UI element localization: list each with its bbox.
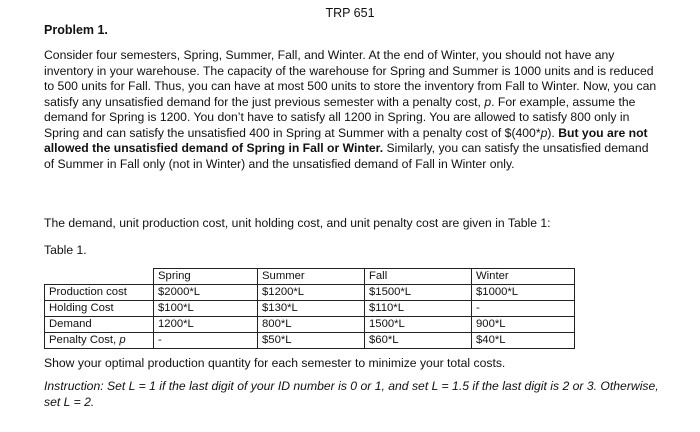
table-row <box>45 317 575 333</box>
table-cell: 900*L <box>472 317 575 333</box>
table-cell: $100*L <box>154 301 258 317</box>
header-cell: Summer <box>258 269 365 285</box>
course-code: TRP 651 <box>325 6 375 20</box>
table-row <box>45 285 575 301</box>
penalty-symbol: p <box>540 125 548 140</box>
row-label: Production cost <box>45 285 154 301</box>
row-label: Demand <box>45 317 154 333</box>
penalty-symbol: p <box>119 334 126 346</box>
table-cell: 1500*L <box>365 317 472 333</box>
cost-table <box>44 268 575 349</box>
description-part3: ). <box>547 125 559 140</box>
table-cell: - <box>472 301 575 317</box>
table-cell: $1000*L <box>472 285 575 301</box>
table-cell: $2000*L <box>154 285 258 301</box>
table-cell: $60*L <box>365 333 472 349</box>
row-label-text: Penalty Cost, <box>49 334 120 346</box>
instruction-text: Instruction: Set L = 1 if the last digit of your ID number is 0 or 1, and set L = 1.5 if the last digit is 2 or 3. Otherwise, set L = 2. <box>44 379 659 409</box>
table-header-row <box>45 269 575 285</box>
description-part2: . For example, assume the demand for Spring is 1200. You don’t have to satisfy all 1200 in Spring. You are allowed to satisfy 800 only in Spring and can satisfy the unsatisfied 400 in Spring at Summer with a penalty cost of $(400* <box>44 94 636 140</box>
table-cell: $1500*L <box>365 285 472 301</box>
table-cell: 1200*L <box>154 317 258 333</box>
bold-constraint: But you are not allowed the unsatisfied demand of Spring in Fall or Winter. <box>44 125 648 155</box>
header-cell: Spring <box>154 269 258 285</box>
table-row <box>45 301 575 317</box>
table-label: Table 1. <box>44 243 87 257</box>
row-label <box>45 333 154 349</box>
description-part1: Consider four semesters, Spring, Summer, Fall, and Winter. At the end of Winter, you should not have any inventory in your warehouse. The capacity of the warehouse for Spring and Summer is 1000 units and is reduced to 500 units for Fall. Thus, you can have at most 500 units to store the inventory from Fall to Winter. Now, you can satisfy any unsatisfied demand for the just previous semester with a penalty cost, <box>44 48 657 109</box>
table-cell: $1200*L <box>258 285 365 301</box>
table-intro: The demand, unit production cost, unit holding cost, and unit penalty cost are given in Table 1: <box>44 216 551 230</box>
table-cell: $50*L <box>258 333 365 349</box>
table-cell: $110*L <box>365 301 472 317</box>
row-label: Holding Cost <box>45 301 154 317</box>
header-cell-empty <box>45 269 154 285</box>
table-cell: $130*L <box>258 301 365 317</box>
table-row <box>45 333 575 349</box>
problem-description <box>44 48 659 172</box>
penalty-symbol: p <box>484 94 492 109</box>
table-cell: - <box>154 333 258 349</box>
problem-title: Problem 1. <box>44 23 108 37</box>
header-cell: Winter <box>472 269 575 285</box>
header-cell: Fall <box>365 269 472 285</box>
description-part4: Similarly, you can satisfy the unsatisfied demand of Summer in Fall only (not in Winter) and the unsatisfied demand of Fall in Winter only. <box>44 141 649 171</box>
table-cell: 800*L <box>258 317 365 333</box>
table-cell: $40*L <box>472 333 575 349</box>
task-statement: Show your optimal production quantity for each semester to minimize your total costs. <box>44 356 506 370</box>
